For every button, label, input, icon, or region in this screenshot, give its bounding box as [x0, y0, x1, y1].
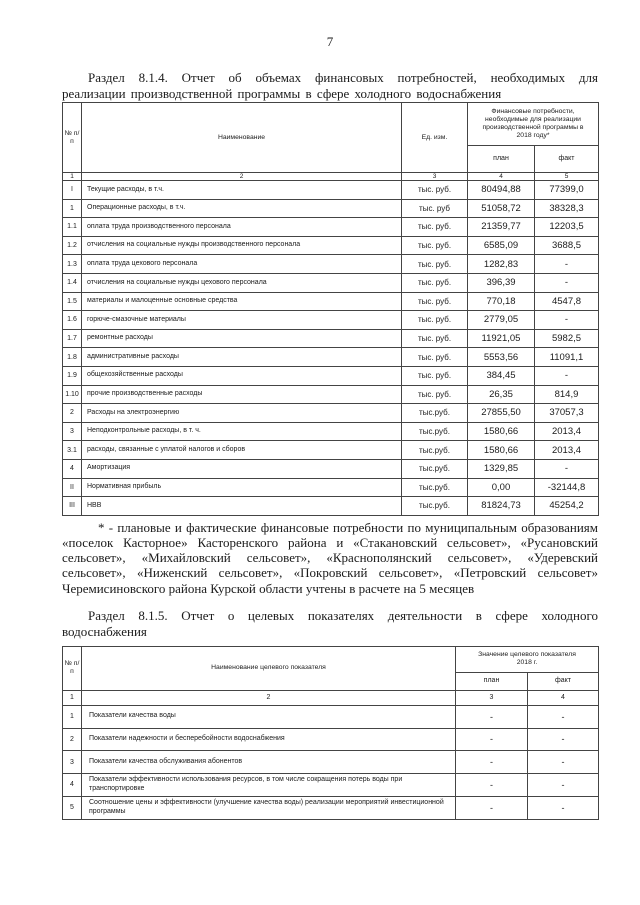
expense-row — [63, 329, 599, 348]
num-cell: 3.1 — [63, 441, 82, 460]
plan-cell: - — [456, 796, 528, 819]
name-cell: ремонтные расходы — [82, 329, 402, 348]
plan-cell: - — [456, 751, 528, 774]
plan-cell: 5553,56 — [468, 348, 535, 367]
name-cell: оплата труда производственного персонала — [82, 218, 402, 237]
plan-cell: 1580,66 — [468, 422, 535, 441]
name-cell: Неподконтрольные расходы, в т. ч. — [82, 422, 402, 441]
fact-cell: 2013,4 — [535, 441, 599, 460]
unit-cell: тыс. руб. — [402, 292, 468, 311]
unit-cell: тыс.руб. — [402, 478, 468, 497]
fact-cell: 4547,8 — [535, 292, 599, 311]
financial-needs-table — [62, 102, 599, 516]
unit-cell: тыс. руб. — [402, 218, 468, 237]
name-cell: горюче-смазочные материалы — [82, 311, 402, 330]
column-number: 4 — [528, 690, 599, 705]
plan-cell: 396,39 — [468, 273, 535, 292]
column-number: 3 — [402, 173, 468, 181]
fact-cell: 37057,3 — [535, 404, 599, 423]
name-cell: прочие производственные расходы — [82, 385, 402, 404]
expense-row — [63, 236, 599, 255]
expense-row — [63, 255, 599, 274]
indicator-row — [63, 796, 599, 819]
plan-cell: 80494,88 — [468, 181, 535, 200]
financial-needs-rows — [63, 181, 599, 516]
name-cell: расходы, связанные с уплатой налогов и сборов — [82, 441, 402, 460]
fact-cell: - — [535, 311, 599, 330]
column-number: 2 — [82, 173, 402, 181]
unit-cell: тыс. руб. — [402, 348, 468, 367]
plan-cell: 0,00 — [468, 478, 535, 497]
plan-cell: 770,18 — [468, 292, 535, 311]
expense-row — [63, 385, 599, 404]
expense-row — [63, 404, 599, 423]
plan-cell: 1329,85 — [468, 459, 535, 478]
num-cell: II — [63, 478, 82, 497]
expense-row — [63, 181, 599, 200]
unit-cell: тыс.руб. — [402, 422, 468, 441]
column-number: 3 — [456, 690, 528, 705]
expense-row — [63, 478, 599, 497]
fact-cell: - — [535, 255, 599, 274]
fact-cell: 2013,4 — [535, 422, 599, 441]
header-num: № п/п — [63, 103, 82, 173]
num-cell: 3 — [63, 751, 82, 774]
plan-cell: - — [456, 705, 528, 728]
unit-cell: тыс.руб. — [402, 441, 468, 460]
plan-cell: 21359,77 — [468, 218, 535, 237]
unit-cell: тыс.руб. — [402, 404, 468, 423]
indicator-row — [63, 705, 599, 728]
num-cell: III — [63, 497, 82, 516]
unit-cell: тыс. руб. — [402, 311, 468, 330]
expense-row — [63, 366, 599, 385]
page-content — [62, 0, 598, 820]
plan-cell: 6585,09 — [468, 236, 535, 255]
fact-cell: 3688,5 — [535, 236, 599, 255]
plan-cell: 51058,72 — [468, 199, 535, 218]
num-cell: 1.1 — [63, 218, 82, 237]
name-cell: отчисления на социальные нужды цехового персонала — [82, 273, 402, 292]
num-cell: 1.4 — [63, 273, 82, 292]
header-plan: план — [456, 672, 528, 690]
indicator-row — [63, 774, 599, 797]
fact-cell: - — [535, 366, 599, 385]
column-number: 1 — [63, 690, 82, 705]
fact-cell: - — [528, 774, 599, 797]
header-plan: план — [468, 146, 535, 173]
expense-row — [63, 273, 599, 292]
header-unit: Ед. изм. — [402, 103, 468, 173]
unit-cell: тыс. руб. — [402, 273, 468, 292]
unit-cell: тыс. руб. — [402, 385, 468, 404]
unit-cell: тыс. руб. — [402, 255, 468, 274]
fact-cell: 38328,3 — [535, 199, 599, 218]
fact-cell: 11091,1 — [535, 348, 599, 367]
header-fact: факт — [535, 146, 599, 173]
column-number: 1 — [63, 173, 82, 181]
plan-cell: - — [456, 728, 528, 751]
unit-cell: тыс. руб. — [402, 329, 468, 348]
plan-cell: 26,35 — [468, 385, 535, 404]
fact-cell: -32144,8 — [535, 478, 599, 497]
header-target-value: Значение целевого показателя 2018 г. — [456, 646, 599, 672]
fact-cell: - — [535, 273, 599, 292]
name-cell: Показатели качества обслуживания абонентов — [82, 751, 456, 774]
plan-cell: - — [456, 774, 528, 797]
fact-cell: 814,9 — [535, 385, 599, 404]
name-cell: Текущие расходы, в т.ч. — [82, 181, 402, 200]
num-cell: 1.2 — [63, 236, 82, 255]
name-cell: Расходы на электроэнергию — [82, 404, 402, 423]
num-cell: I — [63, 181, 82, 200]
num-cell: 3 — [63, 422, 82, 441]
expense-row — [63, 422, 599, 441]
name-cell: Показатели эффективности использования ресурсов, в том числе сокращения потерь воды при транспортировке — [82, 774, 456, 797]
num-cell: 1 — [63, 199, 82, 218]
name-cell: Показатели надежности и бесперебойности водоснабжения — [82, 728, 456, 751]
plan-cell: 1580,66 — [468, 441, 535, 460]
fact-cell: - — [528, 705, 599, 728]
section-8-1-4-heading: Раздел 8.1.4. Отчет об объемах финансовых потребностей, необходимых для реализации производственной программы в сфере холодного водоснабжения — [62, 70, 598, 101]
num-cell: 2 — [63, 404, 82, 423]
fact-cell: - — [528, 751, 599, 774]
num-cell: 2 — [63, 728, 82, 751]
header-financial-needs: Финансовые потребности, необходимые для реализации производственной программы в 2018 году* — [468, 103, 599, 146]
expense-row — [63, 199, 599, 218]
name-cell: Показатели качества воды — [82, 705, 456, 728]
fact-cell: - — [535, 459, 599, 478]
num-cell: 4 — [63, 459, 82, 478]
plan-cell: 11921,05 — [468, 329, 535, 348]
num-cell: 1.6 — [63, 311, 82, 330]
column-number: 5 — [535, 173, 599, 181]
plan-cell: 1282,83 — [468, 255, 535, 274]
fact-cell: - — [528, 728, 599, 751]
expense-row — [63, 292, 599, 311]
indicator-row — [63, 751, 599, 774]
unit-cell: тыс. руб. — [402, 181, 468, 200]
header-num: № п/п — [63, 646, 82, 690]
unit-cell: тыс.руб. — [402, 497, 468, 516]
name-cell: общехозяйственные расходы — [82, 366, 402, 385]
expense-row — [63, 311, 599, 330]
num-cell: 5 — [63, 796, 82, 819]
num-cell: 1.7 — [63, 329, 82, 348]
unit-cell: тыс. руб. — [402, 366, 468, 385]
num-cell: 1.9 — [63, 366, 82, 385]
num-cell: 1.3 — [63, 255, 82, 274]
expense-row — [63, 218, 599, 237]
expense-row — [63, 459, 599, 478]
fact-cell: 77399,0 — [535, 181, 599, 200]
fact-cell: 5982,5 — [535, 329, 599, 348]
section-8-1-5-heading: Раздел 8.1.5. Отчет о целевых показателях деятельности в сфере холодного водоснабжения — [62, 607, 598, 639]
expense-row — [63, 348, 599, 367]
name-cell: оплата труда цехового персонала — [82, 255, 402, 274]
column-number: 4 — [468, 173, 535, 181]
num-cell: 1.8 — [63, 348, 82, 367]
name-cell: Нормативная прибыль — [82, 478, 402, 497]
target-indicators-table — [62, 646, 599, 820]
indicator-row — [63, 728, 599, 751]
header-name: Наименование целевого показателя — [82, 646, 456, 690]
name-cell: Амортизация — [82, 459, 402, 478]
unit-cell: тыс. руб — [402, 199, 468, 218]
name-cell: Операционные расходы, в т.ч. — [82, 199, 402, 218]
name-cell: административные расходы — [82, 348, 402, 367]
num-cell: 1.10 — [63, 385, 82, 404]
header-name: Наименование — [82, 103, 402, 173]
name-cell: материалы и малоценные основные средства — [82, 292, 402, 311]
num-cell: 1.5 — [63, 292, 82, 311]
unit-cell: тыс. руб. — [402, 236, 468, 255]
table-footnote: * - плановые и фактические финансовые потребности по муниципальным образованиям «поселок Касторное» Касторенского района и «Стакановский сельсовет», «Русановский сельсовет», «Михайловский сельсовет», «Краснополянский сельсовет», «Удеревский сельсовет», «Ниженский сельсовет», «Покровский сельсовет», «Петровский сельсовет» Черемисиновского района Курской области учтены в расчете на 5 месяцев — [62, 519, 598, 596]
plan-cell: 81824,73 — [468, 497, 535, 516]
name-cell: отчисления на социальные нужды производственного персонала — [82, 236, 402, 255]
page-number: 7 — [326, 34, 334, 49]
fact-cell: 12203,5 — [535, 218, 599, 237]
target-indicators-rows — [63, 705, 599, 819]
expense-row — [63, 497, 599, 516]
expense-row — [63, 441, 599, 460]
unit-cell: тыс.руб. — [402, 459, 468, 478]
header-fact: факт — [528, 672, 599, 690]
column-number: 2 — [82, 690, 456, 705]
fact-cell: - — [528, 796, 599, 819]
plan-cell: 27855,50 — [468, 404, 535, 423]
fact-cell: 45254,2 — [535, 497, 599, 516]
num-cell: 4 — [63, 774, 82, 797]
name-cell: НВВ — [82, 497, 402, 516]
num-cell: 1 — [63, 705, 82, 728]
plan-cell: 2779,05 — [468, 311, 535, 330]
name-cell: Соотношение цены и эффективности (улучшение качества воды) реализации мероприятий инвестиционной программы — [82, 796, 456, 819]
plan-cell: 384,45 — [468, 366, 535, 385]
